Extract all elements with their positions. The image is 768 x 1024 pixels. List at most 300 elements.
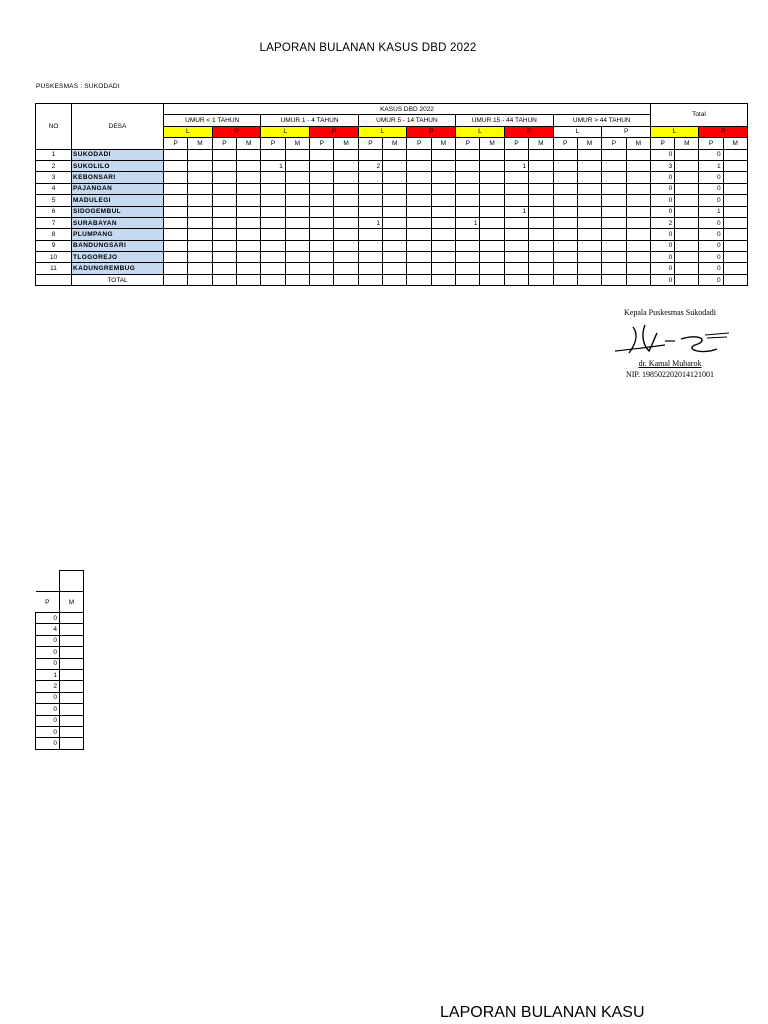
case-cell <box>602 183 626 194</box>
case-cell <box>407 195 431 206</box>
case-cell <box>431 217 455 228</box>
row-no: 7 <box>36 217 72 228</box>
case-cell <box>553 183 577 194</box>
case-cell <box>261 195 285 206</box>
side-empty <box>60 692 84 703</box>
case-cell <box>334 195 358 206</box>
table-row <box>36 240 748 251</box>
case-cell <box>480 240 504 251</box>
row-desa: KADUNGREMBUG <box>72 263 164 274</box>
side-header-p: P <box>36 592 60 613</box>
case-cell <box>261 263 285 274</box>
case-cell <box>285 160 309 171</box>
case-cell <box>237 217 261 228</box>
puskesmas-label: PUSKESMAS : SUKODADI <box>36 83 120 90</box>
header-total: Total <box>651 104 748 127</box>
case-cell: 1 <box>456 217 480 228</box>
total-cell <box>723 160 747 171</box>
total-cell <box>675 229 699 240</box>
case-cell <box>529 240 553 251</box>
signature-nip: NIP. 198502202014121001 <box>625 370 714 379</box>
total-cell: 0 <box>699 252 723 263</box>
case-cell <box>431 240 455 251</box>
total-cell <box>675 206 699 217</box>
case-cell <box>310 160 334 171</box>
header-p: P <box>310 138 334 149</box>
total-cell: 0 <box>699 229 723 240</box>
case-cell <box>407 172 431 183</box>
case-cell: 1 <box>504 206 528 217</box>
total-cell <box>723 217 747 228</box>
header-p: P <box>651 138 675 149</box>
header-p: P <box>212 138 236 149</box>
case-cell <box>285 149 309 160</box>
signature-name: dr. Kamal Mubarok <box>638 359 702 368</box>
header-sex-p: P <box>504 126 553 137</box>
total-cell: 0 <box>651 252 675 263</box>
case-cell <box>188 263 212 274</box>
case-cell <box>504 172 528 183</box>
row-no: 5 <box>36 195 72 206</box>
side-value: 0 <box>36 738 60 749</box>
side-value: 1 <box>36 669 60 680</box>
header-m: M <box>626 138 651 149</box>
header-row-1 <box>36 104 748 115</box>
side-row <box>36 613 84 624</box>
case-cell <box>310 206 334 217</box>
case-cell <box>285 229 309 240</box>
total-cell <box>723 195 747 206</box>
case-cell <box>285 263 309 274</box>
case-cell <box>602 195 626 206</box>
case-cell <box>456 172 480 183</box>
case-cell <box>383 252 407 263</box>
total-cell <box>723 263 747 274</box>
total-cell <box>675 149 699 160</box>
case-cell <box>358 263 382 274</box>
row-no: 11 <box>36 263 72 274</box>
total-cell <box>675 240 699 251</box>
next-page-title: LAPORAN BULANAN KASU <box>440 1004 645 1021</box>
case-cell <box>237 240 261 251</box>
case-cell <box>626 172 651 183</box>
case-cell <box>334 229 358 240</box>
case-cell <box>212 195 236 206</box>
case-cell <box>577 274 601 285</box>
header-p: P <box>553 138 577 149</box>
total-cell: 1 <box>699 160 723 171</box>
case-cell <box>310 149 334 160</box>
case-cell <box>480 252 504 263</box>
case-cell <box>383 217 407 228</box>
side-empty <box>60 726 84 737</box>
case-cell <box>553 217 577 228</box>
row-desa: KEBONSARI <box>72 172 164 183</box>
case-cell <box>480 183 504 194</box>
header-m: M <box>188 138 212 149</box>
case-cell <box>431 183 455 194</box>
total-cell: 0 <box>699 172 723 183</box>
case-cell <box>553 229 577 240</box>
case-cell <box>553 263 577 274</box>
case-cell <box>602 217 626 228</box>
case-cell <box>456 263 480 274</box>
total-cell <box>723 274 747 285</box>
case-cell <box>334 217 358 228</box>
case-cell <box>237 195 261 206</box>
side-empty <box>60 738 84 749</box>
case-cell <box>237 183 261 194</box>
case-cell <box>164 160 188 171</box>
case-cell <box>504 252 528 263</box>
case-cell <box>188 183 212 194</box>
case-cell <box>407 183 431 194</box>
case-cell <box>480 217 504 228</box>
case-cell <box>383 195 407 206</box>
case-cell <box>407 263 431 274</box>
side-value: 4 <box>36 624 60 635</box>
total-cell <box>723 206 747 217</box>
table-row <box>36 183 748 194</box>
side-row <box>36 715 84 726</box>
row-no: 6 <box>36 206 72 217</box>
case-cell <box>383 274 407 285</box>
case-cell <box>626 206 651 217</box>
case-cell <box>602 229 626 240</box>
table-row <box>36 263 748 274</box>
table-row <box>36 160 748 171</box>
case-cell <box>602 206 626 217</box>
side-row <box>36 658 84 669</box>
header-m: M <box>675 138 699 149</box>
case-cell <box>212 263 236 274</box>
case-cell <box>334 252 358 263</box>
header-p: P <box>358 138 382 149</box>
case-cell <box>212 160 236 171</box>
header-age-group: UMUR < 1 TAHUN <box>164 115 261 126</box>
case-cell <box>383 263 407 274</box>
case-cell: 1 <box>261 160 285 171</box>
case-cell <box>577 229 601 240</box>
case-cell <box>285 206 309 217</box>
case-cell <box>261 274 285 285</box>
row-desa: SUKODADI <box>72 149 164 160</box>
side-row <box>36 624 84 635</box>
row-desa: BANDUNGSARI <box>72 240 164 251</box>
case-cell <box>358 240 382 251</box>
total-cell: 0 <box>651 229 675 240</box>
case-cell <box>407 149 431 160</box>
case-cell <box>407 217 431 228</box>
side-row <box>36 738 84 749</box>
row-desa: MADULEGI <box>72 195 164 206</box>
case-cell <box>480 172 504 183</box>
case-cell <box>285 274 309 285</box>
total-cell: 0 <box>651 263 675 274</box>
case-cell <box>383 149 407 160</box>
side-row <box>36 692 84 703</box>
case-cell <box>456 206 480 217</box>
side-value: 0 <box>36 704 60 715</box>
case-cell <box>529 149 553 160</box>
case-cell <box>334 172 358 183</box>
table-row <box>36 149 748 160</box>
case-cell <box>358 183 382 194</box>
case-cell <box>577 240 601 251</box>
case-cell <box>212 217 236 228</box>
case-cell <box>212 183 236 194</box>
header-age-group: UMUR > 44 TAHUN <box>553 115 651 126</box>
header-age-group: UMUR 5 - 14 TAHUN <box>358 115 455 126</box>
row-desa: PAJANGAN <box>72 183 164 194</box>
case-cell <box>164 195 188 206</box>
case-cell <box>188 149 212 160</box>
case-cell <box>285 172 309 183</box>
total-cell: 0 <box>699 240 723 251</box>
header-desa: DESA <box>72 104 164 150</box>
case-cell <box>164 252 188 263</box>
side-value: 2 <box>36 681 60 692</box>
row-desa: SURABAYAN <box>72 217 164 228</box>
case-cell <box>188 172 212 183</box>
case-cell <box>553 195 577 206</box>
case-cell <box>237 252 261 263</box>
total-cell: 1 <box>699 206 723 217</box>
header-p: P <box>407 138 431 149</box>
case-cell <box>164 274 188 285</box>
header-sex-l: L <box>261 126 310 137</box>
case-cell <box>310 252 334 263</box>
side-value: 0 <box>36 726 60 737</box>
row-no: 1 <box>36 149 72 160</box>
case-cell <box>504 263 528 274</box>
header-sex-p: P <box>212 126 261 137</box>
case-cell <box>480 229 504 240</box>
total-cell: 2 <box>651 217 675 228</box>
case-cell <box>237 160 261 171</box>
case-cell <box>431 195 455 206</box>
side-row <box>36 681 84 692</box>
case-cell <box>334 206 358 217</box>
total-cell <box>723 240 747 251</box>
side-blank <box>36 571 60 592</box>
case-cell <box>626 149 651 160</box>
header-m: M <box>723 138 747 149</box>
case-cell <box>456 229 480 240</box>
side-row <box>36 647 84 658</box>
header-sex-p: P <box>602 126 651 137</box>
case-cell <box>529 274 553 285</box>
case-cell <box>431 252 455 263</box>
header-sex-p: P <box>407 126 456 137</box>
total-cell <box>723 229 747 240</box>
dbd-case-table <box>35 103 748 286</box>
case-cell <box>577 263 601 274</box>
total-cell <box>723 252 747 263</box>
case-cell <box>285 240 309 251</box>
case-cell <box>407 240 431 251</box>
case-cell <box>212 274 236 285</box>
case-cell <box>334 160 358 171</box>
case-cell <box>504 240 528 251</box>
case-cell <box>310 172 334 183</box>
side-value: 0 <box>36 647 60 658</box>
case-cell <box>431 172 455 183</box>
case-cell <box>188 274 212 285</box>
header-sex-l: L <box>164 126 213 137</box>
total-cell: 0 <box>651 274 675 285</box>
case-cell <box>529 229 553 240</box>
report-title: LAPORAN BULANAN KASUS DBD 2022 <box>259 42 477 54</box>
total-cell: 0 <box>651 183 675 194</box>
case-cell <box>261 183 285 194</box>
case-cell <box>188 217 212 228</box>
case-cell <box>529 217 553 228</box>
case-cell <box>358 172 382 183</box>
header-sex-l: L <box>651 126 699 137</box>
case-cell <box>310 240 334 251</box>
row-no: 8 <box>36 229 72 240</box>
case-cell <box>237 229 261 240</box>
case-cell <box>553 149 577 160</box>
case-cell <box>285 252 309 263</box>
case-cell <box>407 252 431 263</box>
header-kasus-dbd: KASUS DBD 2022 <box>164 104 651 115</box>
case-cell <box>626 252 651 263</box>
side-empty <box>60 635 84 646</box>
case-cell <box>261 240 285 251</box>
case-cell <box>188 240 212 251</box>
case-cell <box>626 183 651 194</box>
header-m: M <box>334 138 358 149</box>
case-cell <box>212 229 236 240</box>
case-cell <box>602 240 626 251</box>
header-m: M <box>577 138 601 149</box>
side-value: 0 <box>36 613 60 624</box>
side-value: 0 <box>36 658 60 669</box>
total-row-label: TOTAL <box>72 274 164 285</box>
case-cell <box>285 183 309 194</box>
case-cell <box>431 274 455 285</box>
table-row <box>36 172 748 183</box>
case-cell <box>602 160 626 171</box>
case-cell <box>310 263 334 274</box>
header-p: P <box>602 138 626 149</box>
case-cell <box>480 149 504 160</box>
header-sex-l: L <box>358 126 407 137</box>
side-value: 0 <box>36 635 60 646</box>
case-cell <box>431 160 455 171</box>
side-row <box>36 635 84 646</box>
case-cell <box>553 172 577 183</box>
table-row <box>36 217 748 228</box>
total-cell: 0 <box>651 206 675 217</box>
case-cell <box>334 149 358 160</box>
case-cell <box>553 240 577 251</box>
total-cell <box>723 149 747 160</box>
case-cell <box>358 252 382 263</box>
case-cell <box>237 206 261 217</box>
case-cell <box>626 217 651 228</box>
case-cell <box>553 206 577 217</box>
row-desa: PLUMPANG <box>72 229 164 240</box>
case-cell <box>504 217 528 228</box>
total-cell <box>675 195 699 206</box>
signature-block <box>590 308 750 379</box>
side-empty <box>60 681 84 692</box>
side-row <box>36 704 84 715</box>
case-cell <box>577 252 601 263</box>
case-cell <box>237 149 261 160</box>
total-cell: 0 <box>651 195 675 206</box>
table-row <box>36 195 748 206</box>
side-header-m: M <box>60 592 84 613</box>
case-cell <box>358 195 382 206</box>
side-row <box>36 669 84 680</box>
row-no: 9 <box>36 240 72 251</box>
case-cell <box>310 183 334 194</box>
case-cell <box>164 149 188 160</box>
case-cell <box>285 195 309 206</box>
row-no: 3 <box>36 172 72 183</box>
total-cell <box>723 183 747 194</box>
case-cell <box>358 229 382 240</box>
case-cell <box>577 149 601 160</box>
case-cell <box>626 274 651 285</box>
case-cell <box>504 229 528 240</box>
side-empty <box>60 715 84 726</box>
case-cell <box>480 263 504 274</box>
header-p: P <box>456 138 480 149</box>
case-cell <box>602 172 626 183</box>
total-cell: 0 <box>699 263 723 274</box>
case-cell <box>383 183 407 194</box>
case-cell <box>529 195 553 206</box>
total-cell: 0 <box>699 149 723 160</box>
case-cell <box>529 183 553 194</box>
case-cell <box>529 252 553 263</box>
case-cell <box>310 274 334 285</box>
total-cell: 0 <box>699 274 723 285</box>
header-p: P <box>699 138 723 149</box>
case-cell <box>553 252 577 263</box>
row-desa: SUKOLILO <box>72 160 164 171</box>
case-cell <box>261 217 285 228</box>
side-empty <box>60 647 84 658</box>
case-cell <box>480 160 504 171</box>
side-value: 0 <box>36 692 60 703</box>
case-cell: 1 <box>504 160 528 171</box>
case-cell <box>602 274 626 285</box>
case-cell <box>529 206 553 217</box>
case-cell: 1 <box>358 217 382 228</box>
case-cell <box>407 160 431 171</box>
total-row <box>36 274 748 285</box>
case-cell <box>261 229 285 240</box>
case-cell <box>164 229 188 240</box>
side-empty <box>60 624 84 635</box>
case-cell <box>212 240 236 251</box>
side-summary-table <box>35 570 84 750</box>
signature-heading: Kepala Puskesmas Sukodadi <box>624 308 716 317</box>
case-cell <box>310 195 334 206</box>
case-cell <box>480 274 504 285</box>
case-cell <box>431 229 455 240</box>
case-cell <box>237 172 261 183</box>
case-cell <box>188 195 212 206</box>
row-desa: SIDOGEMBUL <box>72 206 164 217</box>
case-cell <box>553 274 577 285</box>
